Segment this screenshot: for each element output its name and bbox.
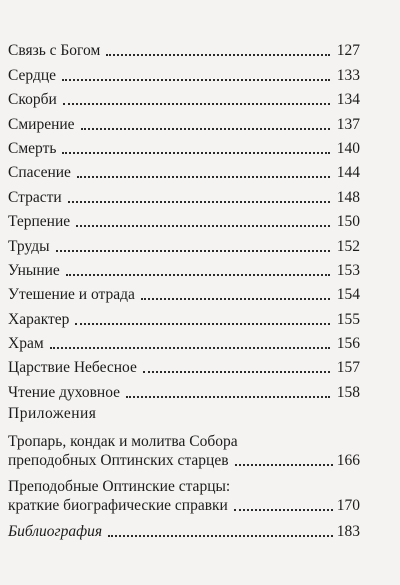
toc-page-number: 155 — [336, 310, 360, 328]
dot-leader — [63, 103, 330, 105]
dot-leader — [77, 176, 330, 178]
appendix-entry — [8, 432, 360, 470]
dot-leader — [234, 509, 333, 511]
toc-page-number: 150 — [336, 213, 360, 231]
toc-title: Смирение — [8, 115, 75, 133]
toc-page-number: 127 — [336, 42, 360, 60]
toc-page-number: 140 — [336, 139, 360, 157]
dot-leader — [66, 274, 330, 276]
dot-leader — [62, 79, 330, 81]
appendix-section — [8, 405, 360, 541]
toc-page-number: 148 — [336, 188, 360, 206]
toc-page-number: 154 — [336, 286, 360, 304]
toc-title: Страсти — [8, 188, 62, 206]
toc-row — [8, 280, 360, 304]
appendix-page-number: 170 — [336, 497, 360, 514]
toc-page-number: 137 — [336, 115, 360, 133]
dot-leader — [143, 371, 330, 373]
toc-title: Храм — [8, 335, 44, 353]
toc-row — [8, 158, 360, 182]
toc-page-number: 153 — [336, 261, 360, 279]
toc-title: Труды — [8, 237, 50, 255]
dot-leader — [76, 225, 330, 227]
toc-row — [8, 207, 360, 231]
appendix-entry-line2-row — [8, 451, 360, 470]
bibliography-page-number: 183 — [336, 523, 360, 540]
dot-leader — [235, 464, 333, 466]
toc-row — [8, 182, 360, 206]
toc-page-number: 158 — [336, 383, 360, 401]
appendix-entry-line2-row — [8, 496, 360, 515]
toc-title: Сердце — [8, 66, 57, 84]
toc-title: Царствие Небесное — [8, 359, 137, 377]
toc-row — [8, 60, 360, 84]
toc-title: Смерть — [8, 139, 57, 157]
appendix-page-number: 166 — [336, 452, 360, 469]
toc-page-number: 133 — [336, 66, 360, 84]
toc-row — [8, 109, 360, 133]
appendix-entry — [8, 477, 360, 515]
toc-row — [8, 85, 360, 109]
bibliography-row — [8, 522, 360, 541]
appendix-entry-line1: Преподобные Оптинские старцы: — [8, 478, 231, 495]
toc-title: Утешение и отрада — [8, 286, 135, 304]
appendix-heading: Приложения — [8, 405, 97, 422]
toc-row — [8, 329, 360, 353]
toc-row — [8, 231, 360, 255]
toc-title: Спасение — [8, 164, 71, 182]
toc-title: Связь с Богом — [8, 42, 101, 60]
dot-leader — [75, 323, 330, 325]
toc-title: Терпение — [8, 213, 71, 231]
toc-title: Характер — [8, 310, 70, 328]
dot-leader — [68, 201, 330, 203]
toc-page-number: 156 — [336, 335, 360, 353]
toc-page-number: 157 — [336, 359, 360, 377]
toc-row — [8, 377, 360, 401]
appendix-entry-line2: краткие биографические справки — [8, 497, 228, 514]
toc-title: Уныние — [8, 261, 60, 279]
dot-leader — [56, 250, 331, 252]
toc-row — [8, 36, 360, 60]
dot-leader — [126, 396, 330, 398]
dot-leader — [141, 298, 330, 300]
toc-title: Скорби — [8, 91, 57, 109]
toc-page-number: 152 — [336, 237, 360, 255]
dot-leader — [106, 54, 330, 56]
dot-leader — [81, 128, 330, 130]
dot-leader — [62, 152, 330, 154]
toc-row — [8, 304, 360, 328]
dot-leader — [108, 535, 333, 537]
appendix-entry-line2: преподобных Оптинских старцев — [8, 452, 229, 469]
toc-row — [8, 256, 360, 280]
toc-row — [8, 134, 360, 158]
toc-row — [8, 353, 360, 377]
toc-title: Чтение духовное — [8, 383, 121, 401]
toc-page-number: 144 — [336, 164, 360, 182]
table-of-contents — [8, 36, 360, 402]
appendix-entry-line1: Тропарь, кондак и молитва Собора — [8, 433, 238, 450]
dot-leader — [50, 347, 330, 349]
bibliography-title: Библиография — [8, 523, 103, 540]
toc-page-number: 134 — [336, 91, 360, 109]
